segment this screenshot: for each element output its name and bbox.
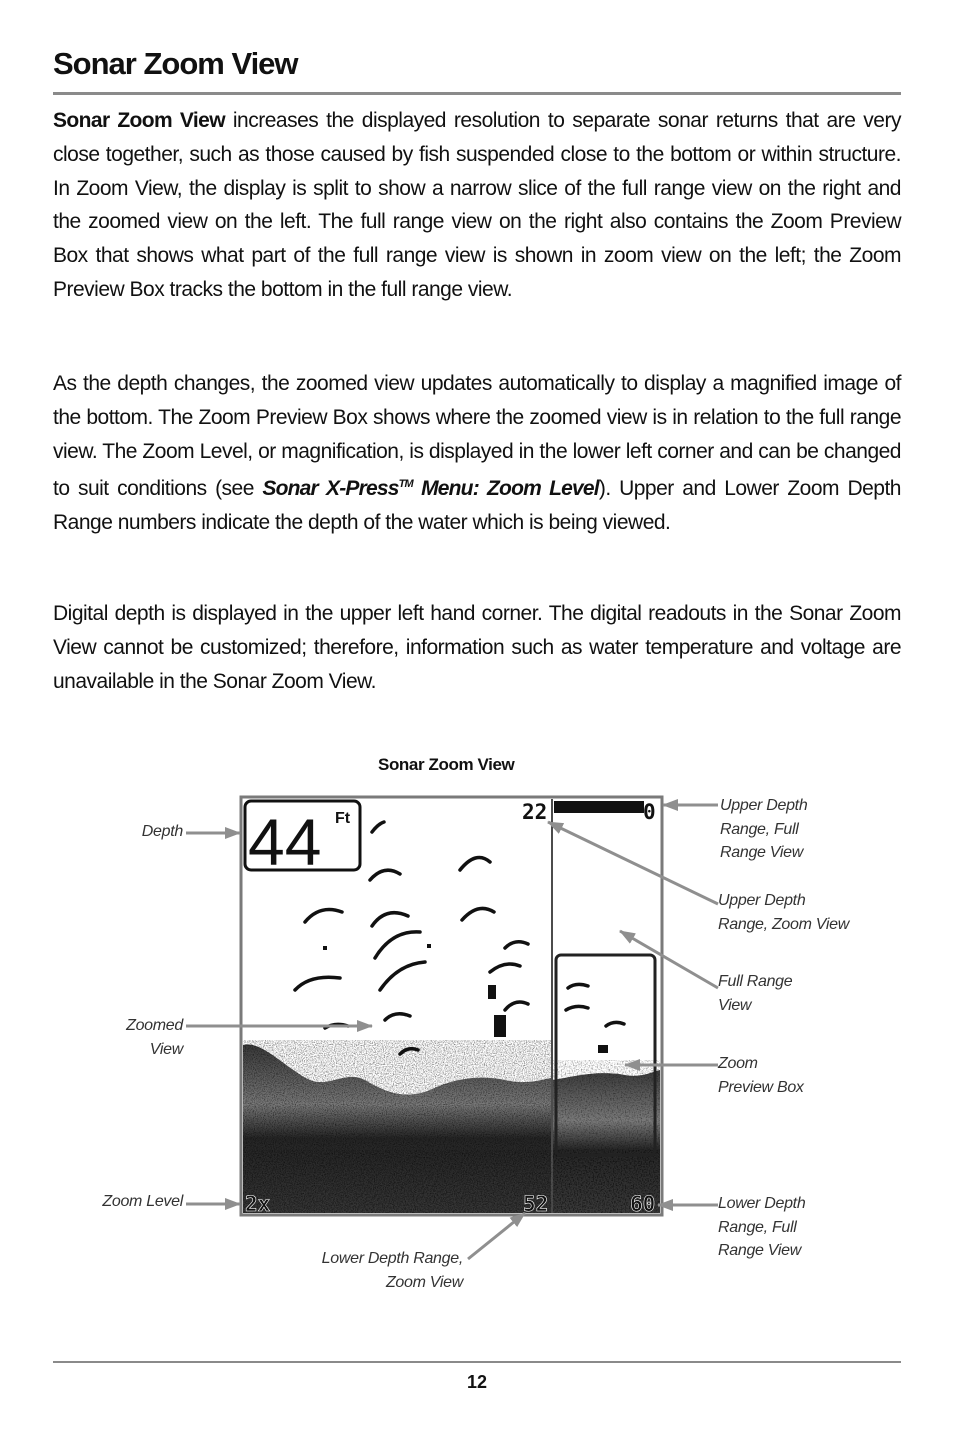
menu-reference-name: Sonar X-Press [262, 477, 399, 501]
lower-full-range: 60 [630, 1192, 656, 1216]
callout-upper-full-line3: Range View [720, 844, 803, 861]
callout-full-range-line2: View [718, 996, 752, 1014]
page-title: Sonar Zoom View [53, 46, 298, 81]
callout-lower-zoom-line2: Zoom View [385, 1273, 463, 1291]
callout-depth: Depth [141, 823, 183, 840]
paragraph-digital-depth: Digital depth is displayed in the upper left hand corner. The digital readouts in the Sonar Zoom View cannot be customized; therefore, information such as water temperature and voltage are unavailable in the Sonar Zoom View. [53, 602, 901, 693]
figure-caption: Sonar Zoom View [378, 755, 515, 774]
callout-upper-zoom-line1: Upper Depth [718, 892, 806, 909]
upper-zoom-range: 22 [522, 800, 548, 824]
zoom-level-readout: 2x [245, 1192, 271, 1216]
top-scale-bar [554, 801, 644, 813]
callout-upper-full-range [720, 794, 807, 865]
callout-upper-zoom-range [718, 889, 849, 936]
callout-lower-full-range [718, 1192, 805, 1263]
trademark-mark: TM [398, 478, 413, 491]
callout-upper-full-line2: Range, Full [720, 820, 799, 838]
menu-reference-item: Menu: Zoom Level [412, 477, 599, 501]
callout-full-range-view [718, 970, 792, 1017]
callout-preview-line1: Zoom [718, 1055, 758, 1072]
depth-value: 44 [248, 805, 322, 879]
arrow-lower-zoom [468, 1213, 525, 1259]
callout-upper-zoom-line2: Range, Zoom View [718, 915, 849, 933]
footer-divider [53, 1361, 901, 1363]
callout-zoomed-view [126, 1014, 183, 1061]
speckle-band [243, 1150, 660, 1215]
callout-lower-full-line3: Range View [718, 1242, 801, 1259]
lower-zoom-range: 52 [523, 1192, 549, 1216]
callout-zoom-preview-box [718, 1052, 804, 1099]
page-number: 12 [466, 1372, 488, 1392]
paragraph-intro-text: increases the displayed resolution to separate sonar returns that are very close together, such as those caused by fish suspended close to the bottom or within structure. In Zoom View, the display is split to show a narrow slice of the full range view on the right and the zoomed view on the left. The full range view on the right also contains the Zoom Preview Box that shows what part of the full range view is shown in zoom view on the left; the Zoom Preview Box tracks the bottom in the full range view. [53, 109, 901, 301]
paragraph-depth-text-before: As the depth changes, the zoomed view updates automatically to display a magnified image of the bottom. The Zoom Preview Box shows where the zoomed view is in relation to the full range view. The Zoom Level, or magnification, is displayed in the lower left corner and can be changed to suit conditions (see [53, 372, 901, 501]
callout-full-range-line1: Full Range [718, 973, 793, 990]
upper-full-range: 0 [643, 800, 656, 824]
callout-zoomed-view-line2: View [149, 1040, 183, 1058]
callout-upper-full-line1: Upper Depth [720, 797, 808, 814]
bold-lead: Sonar Zoom View [53, 109, 225, 132]
paragraph-depth-text-after: ). Upper and Lower Zoom Depth Range numbers indicate the depth of the water which is being viewed. [53, 477, 901, 535]
callout-zoom-level: Zoom Level [102, 1193, 183, 1210]
callout-lower-zoom-line1: Lower Depth Range, [321, 1250, 463, 1267]
callout-lower-zoom-range [322, 1247, 463, 1294]
callout-preview-line2: Preview Box [718, 1078, 804, 1096]
callout-lower-full-line1: Lower Depth [718, 1195, 806, 1212]
callout-lower-full-line2: Range, Full [718, 1218, 797, 1236]
depth-unit: Ft [335, 810, 351, 827]
callout-zoomed-view-line1: Zoomed [126, 1017, 183, 1034]
